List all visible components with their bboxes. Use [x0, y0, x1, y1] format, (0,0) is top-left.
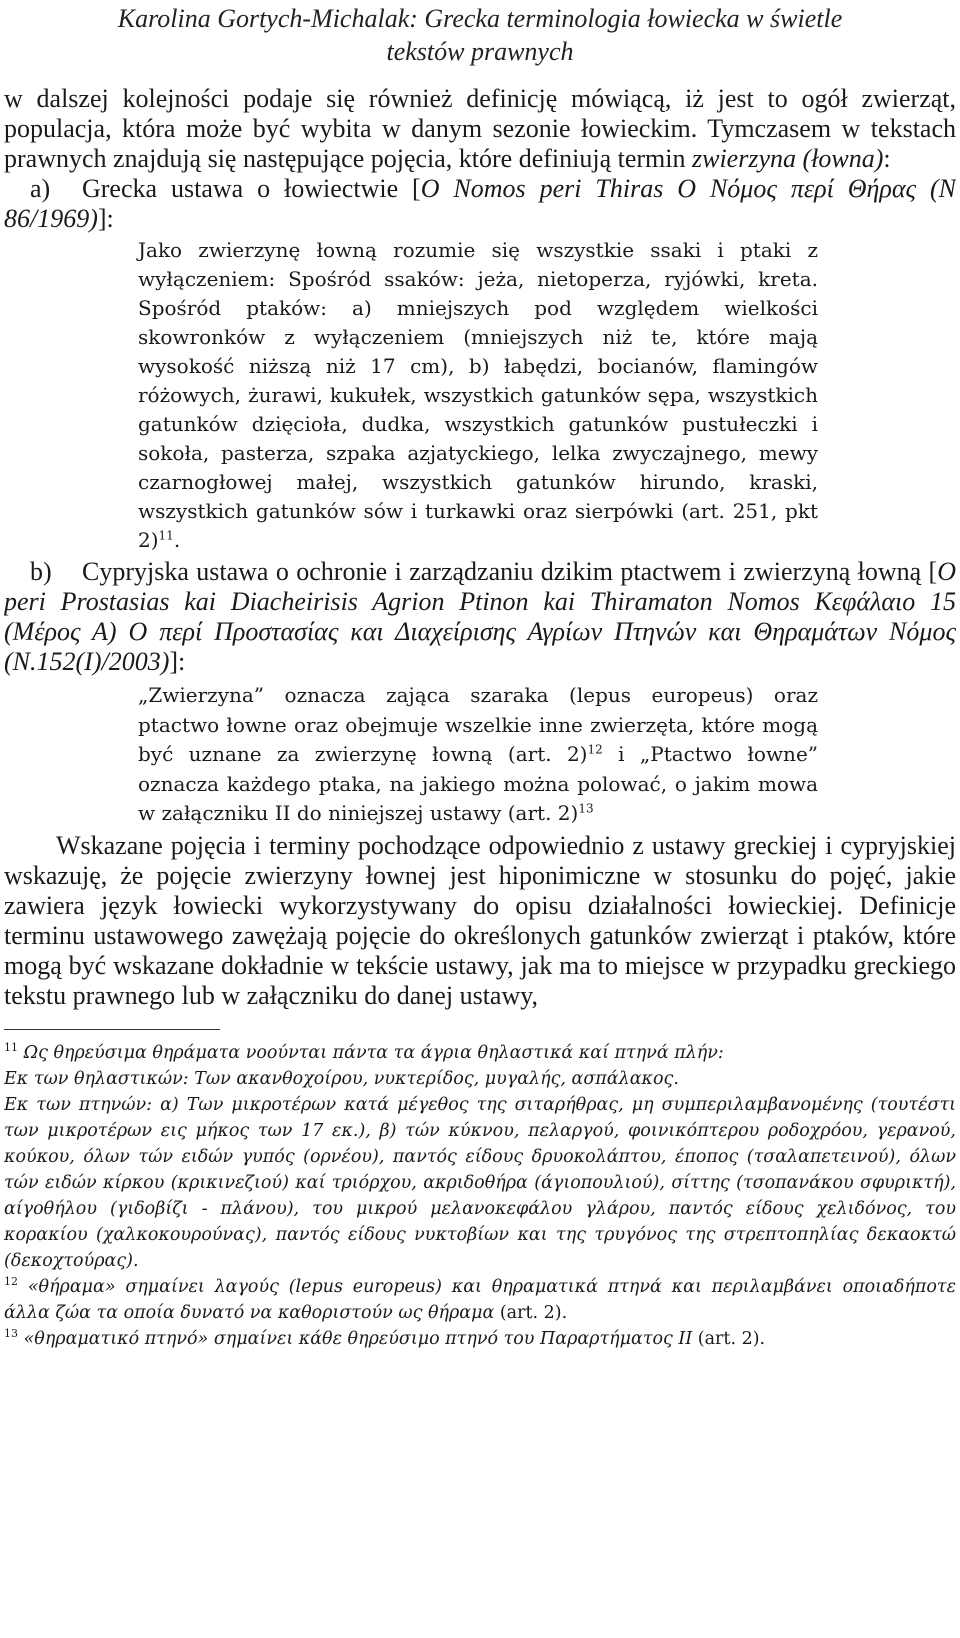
footnote-13: $^{13}$ «θηραματικό πτηνό» σημαίνει κάθε θηρεύσιμο πτηνό του Παραρτήματος II (art. 2).	[4, 1326, 766, 1349]
header-line-1: Karolina Gortych-Michalak: Grecka terminologia łowiecka w świetle	[117, 4, 843, 33]
footnote-11-line-2: Εκ των θηλαστικών: Των ακανθοχοίρου, νυκτερίδος, μυγαλής, ασπάλακος.	[4, 1068, 679, 1089]
footnote-separator	[4, 1029, 220, 1030]
list-item-a: a) Grecka ustawa o łowiectwie [O Nomos peri Thiras Ο Νόμος περί Θήρας (N 86/1969)]:	[4, 174, 956, 233]
footnote-ref-11[interactable]: 11	[158, 528, 174, 543]
greek-law-citation: O Nomos peri Thiras Ο Νόμος περί Θήρας (N 86/1969)	[4, 174, 956, 233]
cypriot-law-citation: O peri Prostasias kai Diacheirisis Agrion Ptinon kai Thiramaton Nomos Κεφάλαιο 15 (Μέρος Α) Ο περί Προστασίας και Διαχείρισης Αγρίων Πτηνών και Θηραμάτων Νόμος (N.152(I)/2003)	[4, 557, 956, 676]
footnote-number-11: 11	[4, 1040, 18, 1054]
footnote-ref-12[interactable]: 12	[587, 742, 603, 757]
footnote-ref-13[interactable]: 13	[578, 801, 594, 816]
paragraph-conclusion: Wskazane pojęcia i terminy pochodzące odpowiednio z ustawy greckiej i cypryjskiej wskazuję, że pojęcie zwierzyny łownej jest hiponimiczne w stosunku do pojęć, jakie zawiera język łowiecki wykorzystywany do opisu działalności łowieckiej. Definicje terminu ustawowego zawężają pojęcie do określonych gatunków zwierząt i ptaków, które mogą być wskazane dokładnie w tekście ustawy, jak ma to miejsce w przypadku greckiego tekstu prawnego lub w załączniku do danej ustawy,	[4, 830, 956, 1010]
quote-greek-law: Jako zwierzynę łowną rozumie się wszystkie ssaki i ptaki z wyłączeniem: Spośród ssaków: jeża, nietoperza, ryjówki, kreta. Spośród ptaków: a) mniejszych pod względem wielkości skowronków z wyłączeniem (mniejszych niż te, które mają wysokość niższą niż 17 cm), b) łabędzi, bocianów, flamingów różowych, żurawi, kukułek, wszystkich gatunków sępa, wszystkich gatunków dzięcioła, dudka, wszystkich gatunków pustułeczki i sokoła, pasterza, szpaka azjatyckiego, lelka zwyczajnego, mewy czarnogłowej małej, wszystkich gatunków hirundo, kraski, wszystkich gatunków sów i turkawki oraz sierpówki (art. 251, pkt 2)$^{11}$.	[138, 238, 818, 552]
footnote-number-12: 12	[4, 1274, 18, 1288]
footnote-12: $^{12}$ «θήραμα» σημαίνει λαγούς (lepus europeus) και θηραματικά πτηνά και περιλαμβάνει οποιαδήποτε άλλα ζώα τα οποία δυνατό να καθοριστούν ως θήραμα (art. 2).	[4, 1274, 956, 1323]
paragraph-continuation: w dalszej kolejności podaje się również definicję mówiącą, iż jest to ogół zwierząt, populacja, która może być wybita w danym sezonie łowieckim. Tymczasem w tekstach prawnych znajdują się następujące pojęcia, które definiują termin zwierzyna (łowna):	[4, 84, 956, 173]
footnotes	[4, 1040, 956, 1352]
list-marker-a: a)	[30, 174, 51, 203]
quote-cypriot-law: „Zwierzyna” oznacza zająca szaraka (lepus europeus) oraz ptactwo łowne oraz obejmuje wszelkie inne zwierzęta, które mogą być uznane za zwierzynę łowną (art. 2)$^{12}$ i „Ptactwo łowne” oznacza każdego ptaka, na jakiego można polować, o jakim mowa w załączniku II do niniejszej ustawy (art. 2)$^{13}$	[138, 683, 819, 825]
page	[4, 0, 956, 1638]
list-marker-b: b)	[30, 557, 52, 586]
list-item-b: b) Cypryjska ustawa o ochronie i zarządzaniu dzikim ptactwem i zwierzyną łowną [O peri Prostasias kai Diacheirisis Agrion Ptinon kai Thiramaton Nomos Κεφάλαιο 15 (Μέρος Α) Ο περί Προστασίας και Διαχείρισης Αγρίων Πτηνών και Θηραμάτων Νόμος (N.152(I)/2003)]:	[4, 557, 956, 676]
footnote-number-13: 13	[4, 1326, 18, 1340]
footnote-11: $^{11}$ Ως θηρεύσιμα θηράματα νοούνται πάντα τα άγρια θηλαστικά καί πτηνά πλήν:	[4, 1040, 724, 1063]
header-line-2: tekstów prawnych	[386, 37, 574, 66]
footnote-11-line-3: Εκ των πτηνών: α) Των μικροτέρων κατά μέγεθος της σιταρήθρας, μη συμπεριλαμβανομένης (τουτέστι των μικροτέρων εις μήκος των 17 εκ.), β) τών κύκνου, πελαργού, φοινικόπτερου ροδοχρόου, γερανού, κούκου, όλων τών ειδών γυπός (ορνέου), παντός είδους δρυοκολάπτου, έποπος (τσαλαπετεινού), όλων τών ειδών κίρκου (κρικινεζιού) καί τριόρχου, ακριδοθήρα (άγιοπουλιού), σίττης (τσοπανάκου σφυρικτή), αίγοθήλου (γιδοβίζι - πλάνου), του μικρού μελανοκεφάλου γλάρου, παντός είδους χελιδόνος, του κορακίου (χαλκοκουρούνας), παντός είδους νυκτοβίων και της τρυγόνος της στρεπτοπηλίας δεκαοκτώ (δεκοχτούρας).	[4, 1094, 956, 1271]
term-zwierzyna: zwierzyna (łowna)	[692, 144, 884, 173]
running-header	[4, 2, 956, 68]
